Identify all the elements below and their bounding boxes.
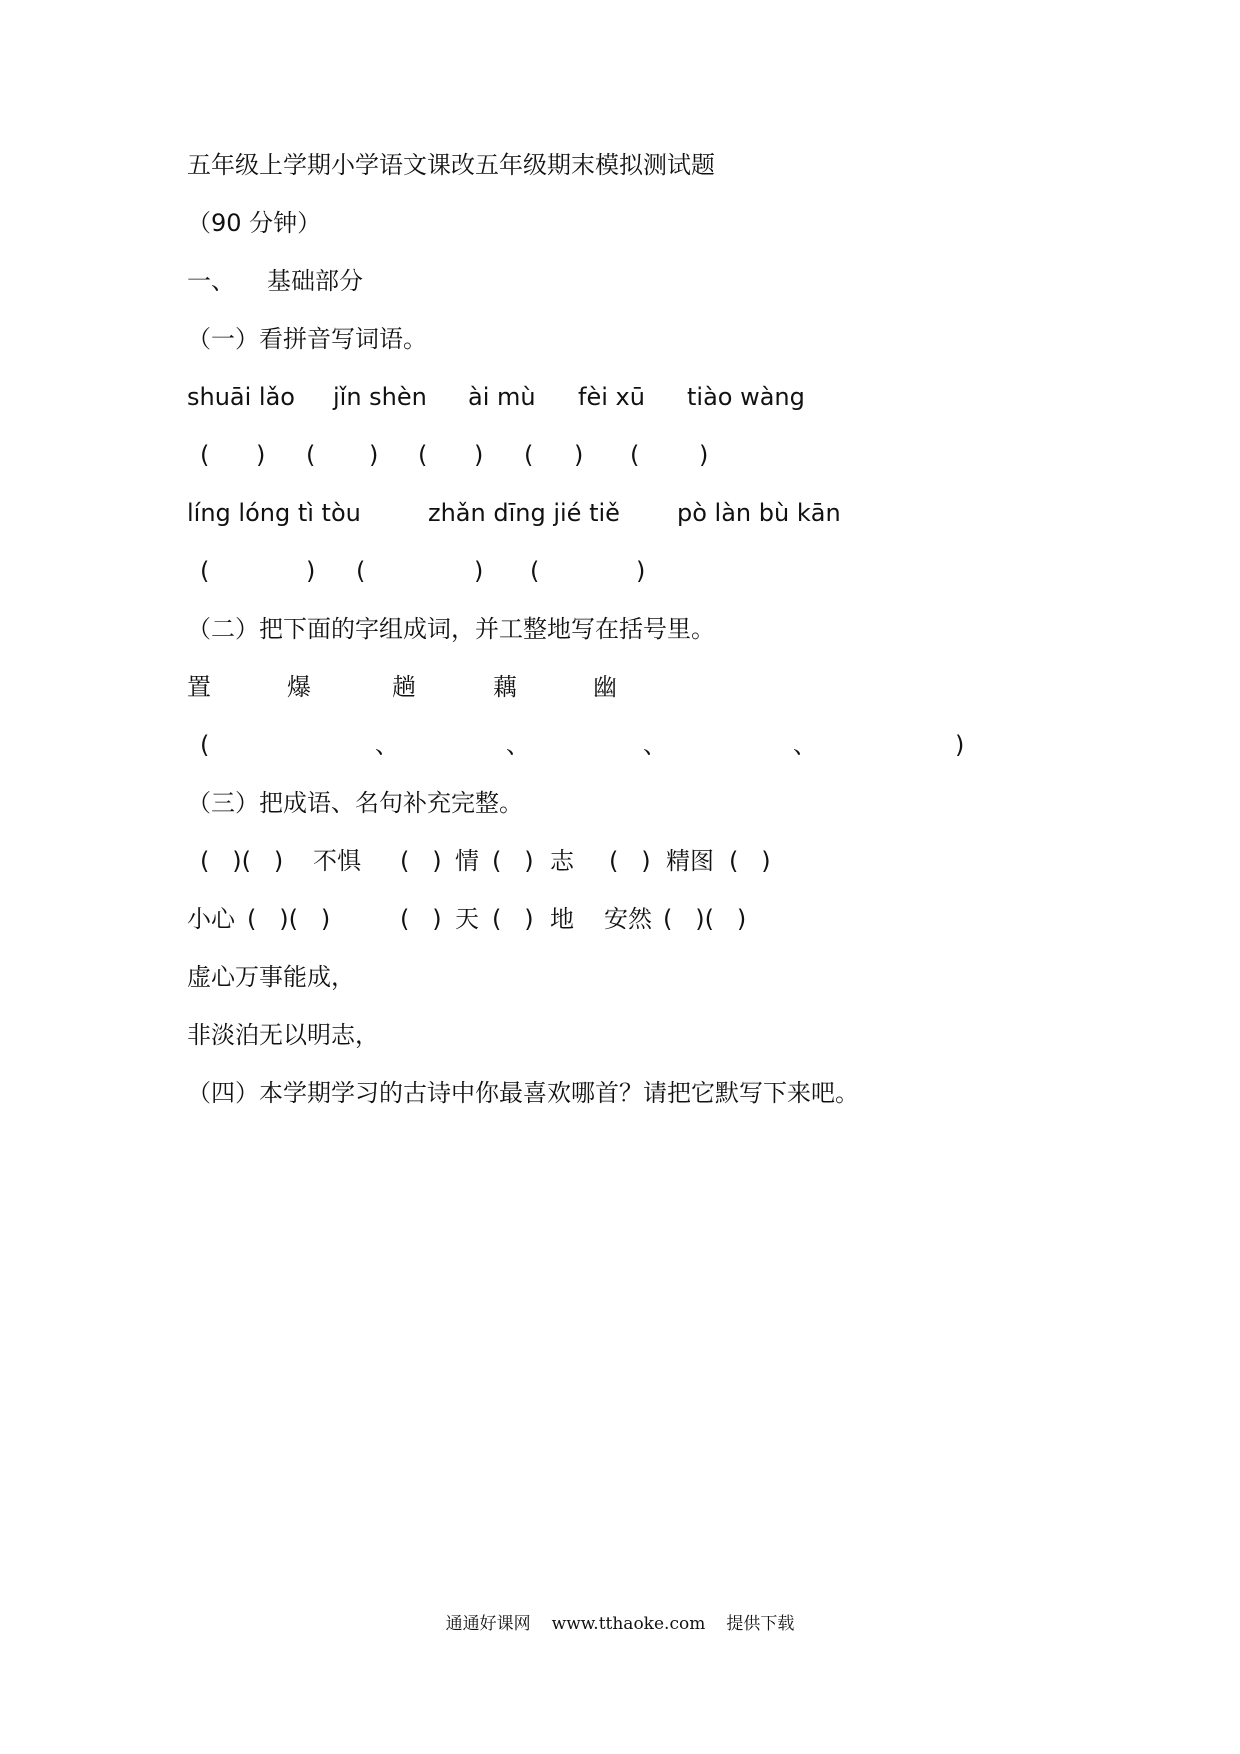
pinyin-item: zhǎn dīng jié tiě <box>428 499 620 527</box>
question-1-heading: （一）看拼音写词语。 <box>187 325 427 353</box>
idiom-blank[interactable]: ( ) <box>492 847 534 875</box>
pinyin-item: shuāi lǎo <box>187 383 295 411</box>
answer-blank[interactable]: ) <box>306 557 316 585</box>
answer-blank[interactable]: ) <box>636 557 646 585</box>
idiom-text: 地 <box>550 905 574 933</box>
answer-blank[interactable]: ( <box>200 441 210 469</box>
answer-blank[interactable]: ( <box>356 557 366 585</box>
pinyin-item: líng lóng tì tòu <box>187 499 361 527</box>
idiom-blank[interactable]: ( )( ) <box>663 905 747 933</box>
idiom-text: 不惧 <box>313 847 361 875</box>
answer-blank[interactable]: ) <box>474 557 484 585</box>
word-char: 幽 <box>593 673 617 701</box>
idiom-text: 天 <box>455 905 479 933</box>
answer-blank[interactable]: ( <box>306 441 316 469</box>
idiom-text: 小心 <box>187 905 235 933</box>
idiom-blank[interactable]: ( ) <box>400 847 442 875</box>
pinyin-item: jǐn shèn <box>333 383 427 411</box>
footer-site-name: 通通好课网 <box>445 1614 531 1634</box>
question-4-heading: （四）本学期学习的古诗中你最喜欢哪首？请把它默写下来吧。 <box>187 1079 859 1107</box>
duration-note: （90 分钟） <box>187 209 322 237</box>
idiom-text: 情 <box>455 847 479 875</box>
answer-blank[interactable]: ) <box>369 441 379 469</box>
idiom-text: 志 <box>550 847 574 875</box>
answer-blank[interactable]: ) <box>474 441 484 469</box>
idiom-blank[interactable]: ( )( ) <box>247 905 331 933</box>
answer-blank[interactable]: ( <box>524 441 534 469</box>
question-3-heading: （三）把成语、名句补充完整。 <box>187 789 523 817</box>
answer-blank[interactable]: ) <box>256 441 266 469</box>
idiom-blank[interactable]: ( ) <box>729 847 771 875</box>
section-title: 基础部分 <box>267 267 363 295</box>
answer-blank[interactable]: ) <box>699 441 709 469</box>
answer-blank[interactable]: ( <box>200 557 210 585</box>
page-footer <box>0 1612 1240 1636</box>
saying-line: 非淡泊无以明志， <box>187 1021 379 1049</box>
idiom-blank[interactable]: ( ) <box>609 847 651 875</box>
idiom-text: 精图 <box>666 847 714 875</box>
answer-blank[interactable]: ( <box>418 441 428 469</box>
idiom-blank[interactable]: ( ) <box>492 905 534 933</box>
question-2-heading: （二）把下面的字组成词，并工整地写在括号里。 <box>187 615 715 643</box>
page-title: 五年级上学期小学语文课改五年级期末模拟测试题 <box>187 151 715 179</box>
idiom-text: 安然 <box>604 905 652 933</box>
comma-separator: 、 <box>643 731 667 759</box>
answer-blank[interactable]: ( <box>630 441 640 469</box>
word-char: 趟 <box>392 673 416 701</box>
idiom-blank[interactable]: ( ) <box>400 905 442 933</box>
word-char: 藕 <box>493 673 517 701</box>
word-char: 置 <box>187 673 211 701</box>
answer-blank[interactable]: ) <box>955 731 965 759</box>
idiom-blank[interactable]: ( )( ) <box>200 847 284 875</box>
footer-url-link[interactable]: www.tthaoke.com <box>551 1614 706 1634</box>
comma-separator: 、 <box>375 731 399 759</box>
section-number: 一、 <box>187 267 235 295</box>
pinyin-item: pò làn bù kān <box>677 499 841 527</box>
answer-blank[interactable]: ( <box>200 731 210 759</box>
comma-separator: 、 <box>793 731 817 759</box>
answer-blank[interactable]: ( <box>530 557 540 585</box>
pinyin-item: tiào wàng <box>687 383 805 411</box>
footer-note: 提供下载 <box>726 1614 795 1634</box>
pinyin-item: ài mù <box>468 383 536 411</box>
pinyin-item: fèi xū <box>578 383 645 411</box>
comma-separator: 、 <box>506 731 530 759</box>
word-char: 爆 <box>287 673 311 701</box>
saying-line: 虚心万事能成， <box>187 963 355 991</box>
answer-blank[interactable]: ) <box>574 441 584 469</box>
